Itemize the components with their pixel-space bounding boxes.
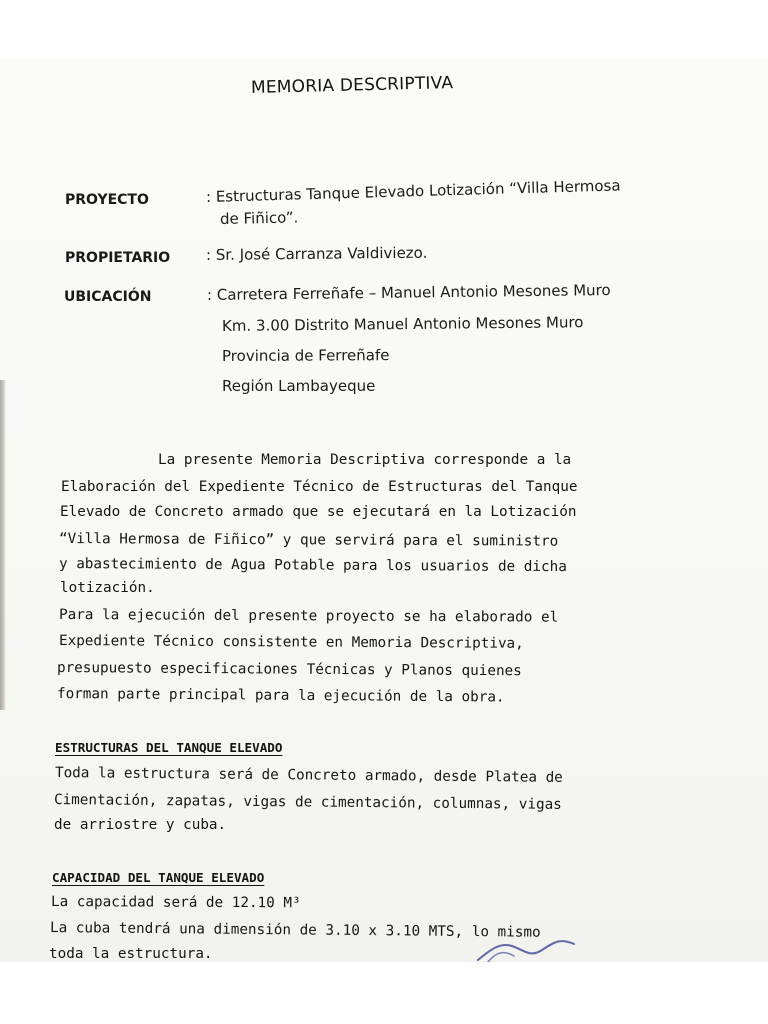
intro-line-10: forman parte principal para la ejecución de la obra. <box>56 686 505 706</box>
section-estructuras-line-1: Toda la estructura será de Concreto armado, desde Platea de <box>54 765 563 786</box>
intro-line-1: La presente Memoria Descriptiva corresponde a la <box>158 452 572 468</box>
intro-line-3: Elevado de Concreto armado que se ejecutará en la Lotización <box>60 504 577 520</box>
field-label-proyecto: PROYECTO <box>65 192 149 208</box>
intro-line-2: Elaboración del Expediente Técnico de Estructuras del Tanque <box>61 479 578 495</box>
field-value-ubicacion-line-4: Región Lambayeque <box>222 377 376 395</box>
field-label-propietario: PROPIETARIO <box>65 250 171 266</box>
section-capacidad-line-1: La capacidad será de 12.10 M³ <box>50 894 301 912</box>
intro-line-9: presupuesto especificaciones Técnicas y Planos quienes <box>56 660 522 680</box>
section-estructuras-line-2: Cimentación, zapatas, vigas de cimentación, columnas, vigas <box>53 792 562 813</box>
field-value-ubicacion-line-1: : Carretera Ferreñafe – Manuel Antonio Mesones Muro <box>206 281 611 304</box>
field-value-proyecto-line-1: : Estructuras Tanque Elevado Lotización “Villa Hermosa <box>205 176 621 206</box>
document-title: MEMORIA DESCRIPTIVA <box>250 73 454 98</box>
field-value-ubicacion-line-3: Provincia de Ferreñafe <box>221 346 390 365</box>
intro-line-7: Para la ejecución del presente proyecto se ha elaborado el <box>58 607 559 626</box>
section-capacidad-line-2: La cuba tendrá una dimensión de 3.10 x 3.10 MTS, lo mismo <box>49 920 541 941</box>
section-heading-capacidad: CAPACIDAD DEL TANQUE ELEVADO <box>52 870 265 885</box>
section-estructuras-line-3: de arriostre y cuba. <box>54 817 227 833</box>
binding-shadow <box>0 380 6 710</box>
intro-line-6: lotización. <box>60 580 155 596</box>
field-value-propietario: : Sr. José Carranza Valdiviezo. <box>205 243 428 264</box>
section-capacidad-line-3: toda la estructura. <box>49 946 213 962</box>
intro-line-5: y abastecimiento de Agua Potable para los usuarios de dicha <box>58 556 567 576</box>
intro-line-8: Expediente Técnico consistente en Memoria Descriptiva, <box>58 633 524 652</box>
page-bottom-margin <box>0 962 768 1024</box>
section-heading-estructuras: ESTRUCTURAS DEL TANQUE ELEVADO <box>55 740 283 755</box>
field-label-ubicacion: UBICACIÓN <box>64 289 152 305</box>
field-value-proyecto-line-2: de Fiñico”. <box>219 208 299 228</box>
field-value-ubicacion-line-2: Km. 3.00 Distrito Manuel Antonio Mesones Muro <box>221 313 584 335</box>
signature-mark <box>470 928 580 964</box>
intro-line-4: “Villa Hermosa de Fiñico” y que servirá para el suministro <box>58 531 559 550</box>
page-top-margin <box>0 0 768 58</box>
